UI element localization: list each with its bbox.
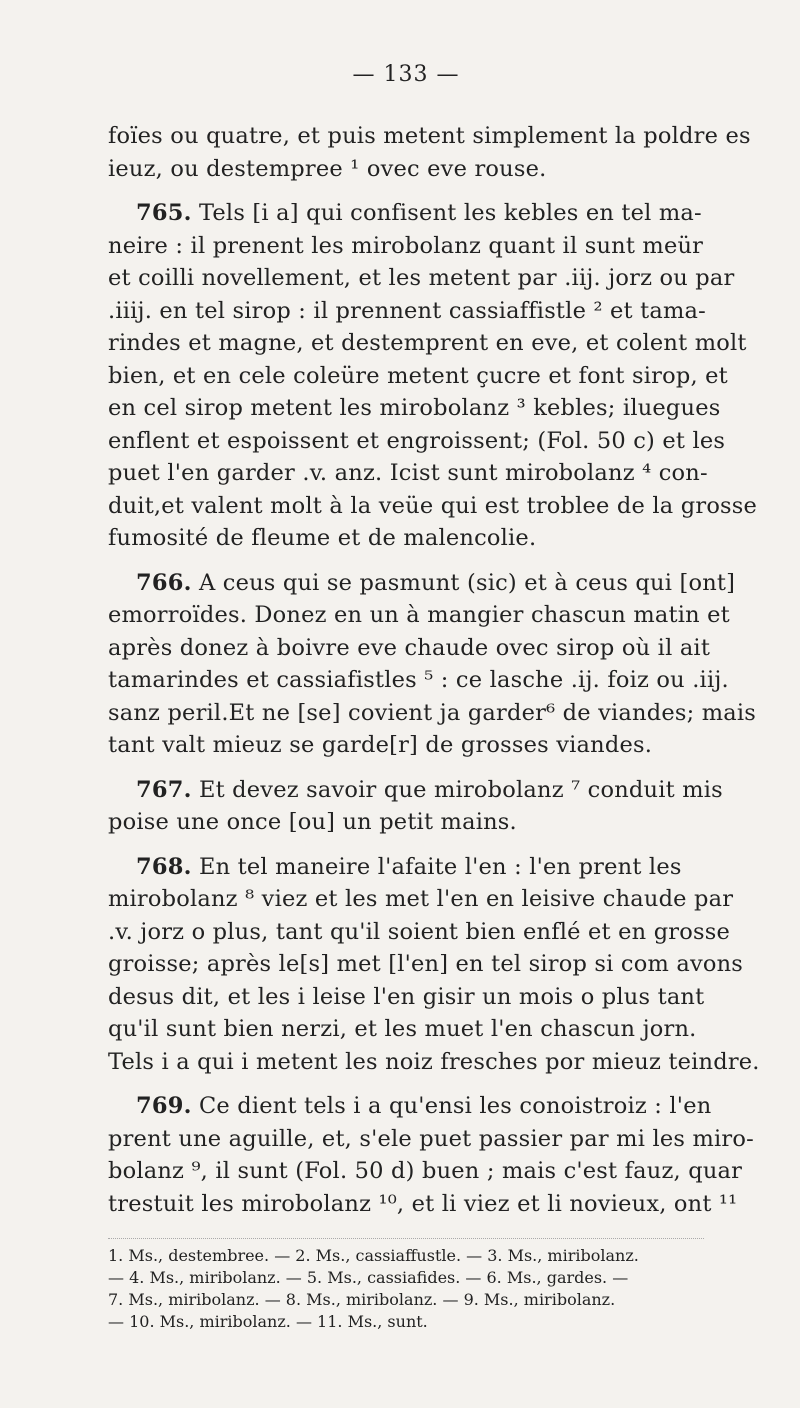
text-line: tant valt mieuz se garde[r] de grosses viandes.	[108, 732, 653, 758]
footnote-line: — 4. Ms., miribolanz. — 5. Ms., cassiafides. — 6. Ms., gardes. —	[108, 1268, 629, 1287]
text-line: tamarindes et cassiafistles ⁵ : ce lasche .ij. foiz ou .iij.	[108, 667, 729, 693]
text-line: bolanz ⁹, il sunt (Fol. 50 d) buen ; mais c'est fauz, quar	[108, 1158, 743, 1184]
text-line: neire : il prenent les mirobolanz quant il sunt meür	[108, 232, 704, 259]
text-line: trestuit les mirobolanz ¹⁰, et li viez et li novieux, ont ¹¹	[108, 1190, 738, 1217]
paragraph-765	[108, 197, 758, 555]
paragraph-number: 768.	[136, 853, 192, 880]
text-line: prent une aguille, et, s'ele puet passier par mi les miro-	[108, 1125, 754, 1152]
footnotes	[108, 1238, 704, 1333]
text-line: 768. En tel maneire l'afaite l'en : l'en prent les	[136, 853, 682, 880]
text-line: foïes ou quatre, et puis metent simplement la poldre es	[108, 123, 751, 149]
paragraph-number: 765.	[136, 200, 192, 226]
text-line: 767. Et devez savoir que mirobolanz ⁷ conduit mis	[136, 776, 723, 803]
paragraph-766	[108, 567, 757, 762]
text-line: fumosité de fleume et de malencolie.	[108, 525, 537, 551]
text-line: duit,et valent molt à la veüe qui est troblee de la grosse	[108, 492, 758, 519]
text-line: qu'il sunt bien nerzi, et les muet l'en chascun jorn.	[108, 1016, 697, 1042]
text-line: rindes et magne, et destemprent en eve, et colent molt	[108, 330, 747, 356]
paragraph-769	[108, 1090, 754, 1220]
paragraph-number: 767.	[136, 776, 192, 803]
text-line: ieuz, ou destempree ¹ ovec eve rouse.	[108, 155, 547, 182]
text-line: 769. Ce dient tels i a qu'ensi les conoistroiz : l'en	[136, 1093, 712, 1119]
text-line: poise une once [ou] un petit mains.	[108, 809, 517, 835]
text-line: 765. Tels [i a] qui confisent les kebles en tel ma-	[136, 200, 702, 226]
text-line: .v. jorz o plus, tant qu'il soient bien enflé et en grosse	[108, 918, 731, 945]
text-line: .iiij. en tel sirop : il prennent cassiaffistle ² et tama-	[108, 297, 706, 324]
text-line: en cel sirop metent les mirobolanz ³ kebles; iluegues	[108, 395, 721, 421]
text-line: 766. A ceus qui se pasmunt (sic) et à ceus qui [ont]	[136, 569, 736, 596]
text-line: puet l'en garder .v. anz. Icist sunt mirobolanz ⁴ con-	[108, 460, 708, 486]
text-line: enflent et espoissent et engroissent; (Fol. 50 c) et les	[108, 427, 726, 454]
page-number: — 133 —	[352, 62, 460, 87]
paragraph-number: 769.	[136, 1093, 192, 1119]
text-line: Tels i a qui i metent les noiz fresches por mieuz teindre.	[108, 1048, 760, 1075]
text-line: groisse; après le[s] met [l'en] en tel sirop si com avons	[108, 951, 744, 977]
paragraph-number: 766.	[136, 569, 192, 596]
text-line: après donez à boivre eve chaude ovec sirop où il ait	[108, 634, 711, 661]
paragraph-768	[108, 851, 760, 1079]
page-body	[108, 120, 760, 1220]
paragraph-767	[108, 774, 723, 839]
text-line: bien, et en cele coleüre metent çucre et font sirop, et	[108, 362, 728, 389]
text-line: sanz peril.Et ne [se] covient ja garder⁶ de viandes; mais	[108, 699, 757, 726]
text-line: et coilli novellement, et les metent par .iij. jorz ou par	[108, 265, 735, 291]
paragraph-continuation	[108, 120, 751, 185]
text-line: emorroïdes. Donez en un à mangier chascun matin et	[108, 602, 730, 628]
text-line: mirobolanz ⁸ viez et les met l'en en leisive chaude par	[108, 886, 734, 912]
footnote-line: — 10. Ms., miribolanz. — 11. Ms., sunt.	[108, 1312, 428, 1331]
footnote-line: 1. Ms., destembree. — 2. Ms., cassiaffustle. — 3. Ms., miribolanz.	[108, 1246, 639, 1265]
text-line: desus dit, et les i leise l'en gisir un mois o plus tant	[108, 983, 705, 1010]
footnote-line: 7. Ms., miribolanz. — 8. Ms., miribolanz. — 9. Ms., miribolanz.	[108, 1290, 616, 1309]
